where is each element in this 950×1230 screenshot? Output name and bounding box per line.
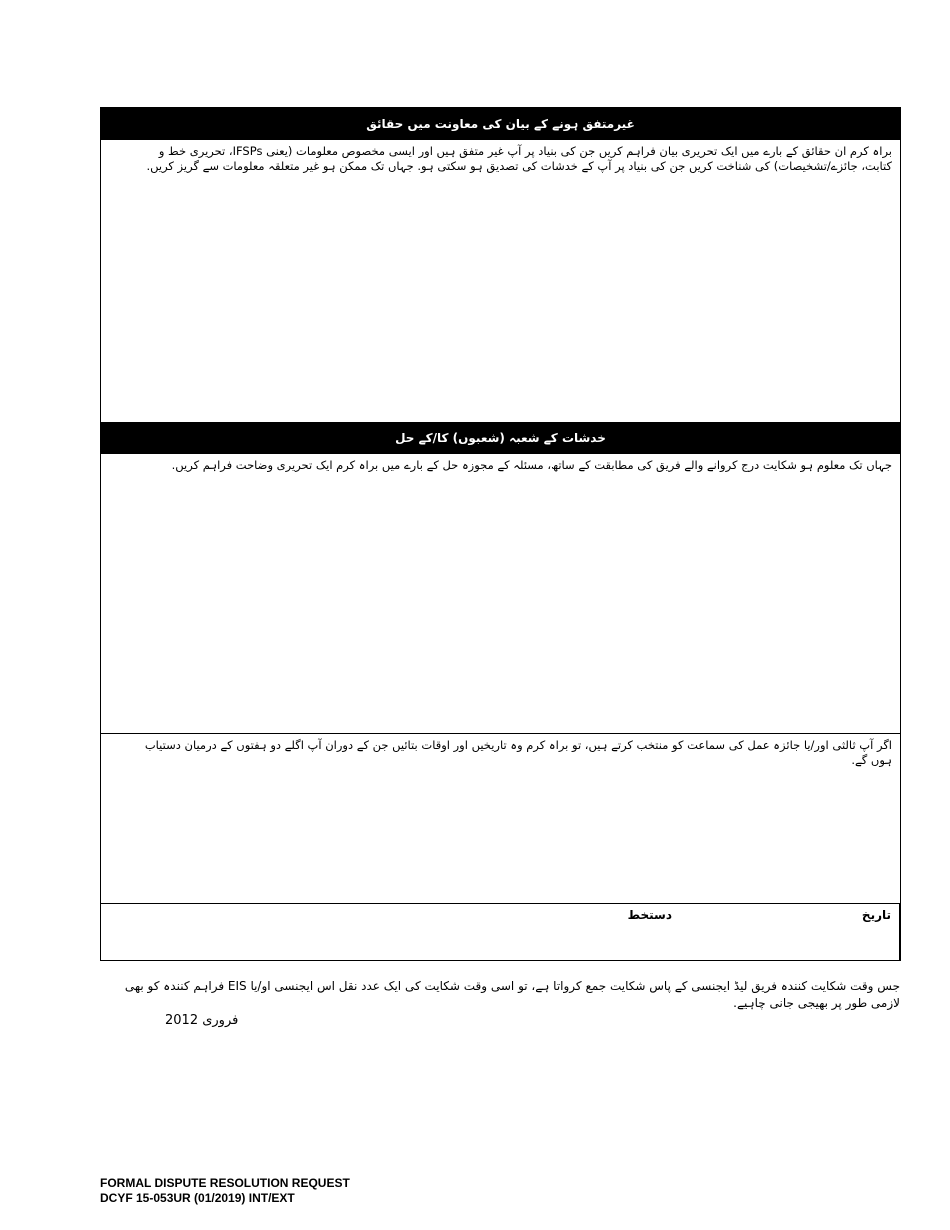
signature-row	[101, 904, 900, 960]
resolution-section-header: خدشات کے شعبہ (شعبوں) کا/کے حل	[101, 422, 900, 454]
form-id: DCYF 15-053UR (01/2019) INT/EXT	[100, 1191, 295, 1205]
facts-instructions: براہ کرم ان حقائق کے بارے میں ایک تحریری بیان فراہم کریں جن کی بنیاد پر آپ غیر متفق ہیں اور ایسی مخصوص معلومات (یعنی IFSPs، تحریری خط و کتابت، جائزے/تشخیصات) کی شناخت کریں جن کی بنیاد پر آپ کے خدشات کی تصدیق ہو سکتی ہو. جہاں تک ممکن ہو غیر متعلقہ معلومات سے گریز کریں.	[146, 144, 892, 173]
signature-label: دستخط	[627, 908, 672, 922]
revision-date: فروری 2012	[165, 1013, 239, 1028]
facts-field[interactable]	[101, 140, 900, 422]
form-identifier	[100, 1176, 350, 1206]
resolution-instructions: جہاں تک معلوم ہو شکایت درج کروانے والے فریق کی مطابقت کے ساتھ، مسئلہ کے مجوزہ حل کے بارے میں براہ کرم ایک تحریری وضاحت فراہم کریں.	[171, 458, 892, 472]
date-label: تاریخ	[861, 908, 891, 922]
date-field[interactable]	[680, 904, 900, 960]
availability-instructions: اگر آپ ثالثی اور/یا جائزہ عمل کی سماعت کو منتخب کرتے ہیں، تو براہ کرم وہ تاریخیں اور اوقات بتائیں جن کے دوران آپ اگلے دو ہفتوں کے درمیان دستیاب ہوں گے.	[144, 738, 892, 767]
submission-note: جس وقت شکایت کنندہ فریق لیڈ ایجنسی کے پاس شکایت جمع کرواتا ہے، تو اسی وقت شکایت کی ایک عدد نقل اس ایجنسی او/یا EIS فراہم کنندہ کو بھی لازمی طور پر بھیجی جانی چاہیے.	[124, 979, 900, 1010]
resolution-field[interactable]	[101, 454, 900, 734]
facts-section-header: غیرمتفق ہونے کے بیان کی معاونت میں حقائق	[101, 108, 900, 140]
availability-field[interactable]	[101, 734, 900, 904]
form-title: FORMAL DISPUTE RESOLUTION REQUEST	[100, 1176, 350, 1190]
signature-field[interactable]	[101, 904, 680, 960]
dispute-form	[100, 107, 901, 961]
